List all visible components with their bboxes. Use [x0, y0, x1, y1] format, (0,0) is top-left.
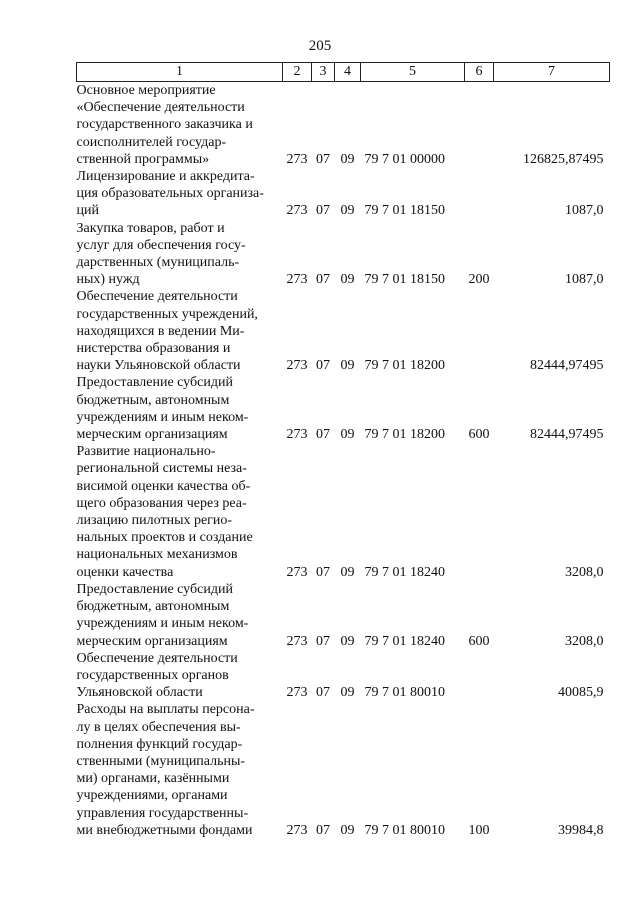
table-row [77, 168, 610, 220]
description-line: Расходы на выплаты персона- [76, 702, 255, 718]
description-line: Обеспечение деятельности [76, 289, 238, 305]
cell-c4: 09 [340, 151, 355, 167]
column-header: 1 [77, 63, 283, 82]
cell-c7: 3208,0 [565, 633, 604, 649]
cell-c5: 79 7 01 18150 [364, 203, 445, 219]
row-description [77, 82, 283, 169]
description-line: государственного заказчика и [76, 117, 253, 133]
column-header: 5 [361, 63, 465, 82]
cell-c2: 273 [286, 272, 308, 288]
cell-c6 [465, 168, 494, 220]
cell-c7: 1087,0 [565, 272, 604, 288]
description-line: ственными (муниципальны- [76, 753, 246, 769]
cell-c5: 79 7 01 80010 [364, 685, 445, 701]
description-line: полнения функций государ- [76, 736, 243, 752]
description-line: Закупка товаров, работ и [76, 220, 225, 236]
column-header-row [77, 63, 610, 82]
cell-c6: 600 [468, 427, 490, 443]
cell-c2: 273 [286, 151, 308, 167]
page-number: 205 [308, 38, 332, 54]
cell-c3: 07 [316, 822, 330, 838]
cell-c5: 79 7 01 18150 [364, 272, 445, 288]
cell-c3: 07 [316, 427, 330, 443]
description-line: Ульяновской области [76, 685, 203, 701]
table-row [77, 374, 610, 443]
description-line: ция образовательных организа- [76, 186, 264, 202]
column-header: 3 [312, 63, 335, 82]
description-line: «Обеспечение деятельности [76, 100, 245, 116]
table-row [77, 650, 610, 702]
description-line: оценки качества [76, 564, 174, 580]
column-header: 7 [494, 63, 610, 82]
cell-c6 [465, 288, 494, 374]
description-line: ми) органами, казёнными [76, 771, 230, 787]
description-line: государственных органов [76, 667, 229, 683]
cell-c3: 07 [316, 272, 330, 288]
cell-c4: 09 [340, 564, 355, 580]
description-line: нальных проектов и создание [76, 530, 253, 546]
row-description [77, 168, 283, 220]
cell-c5: 79 7 01 00000 [364, 151, 445, 167]
cell-c7: 1087,0 [565, 203, 604, 219]
description-line: Предоставление субсидий [76, 581, 233, 597]
column-header: 4 [335, 63, 361, 82]
cell-c6: 100 [468, 822, 490, 838]
table-row [77, 220, 610, 289]
description-line: бюджетным, автономным [76, 599, 230, 615]
cell-c7: 39984,8 [558, 822, 604, 838]
row-description [77, 443, 283, 581]
cell-c4: 09 [340, 822, 355, 838]
description-line: Основное мероприятие [76, 83, 216, 98]
cell-c5: 79 7 01 18200 [364, 358, 445, 374]
description-line: науки Ульяновской области [76, 358, 241, 374]
cell-c4: 09 [340, 633, 355, 649]
cell-c4: 09 [340, 272, 355, 288]
description-line: нистерства образования и [76, 341, 231, 357]
cell-c5: 79 7 01 18240 [364, 633, 445, 649]
description-line: соисполнителей государ- [76, 134, 227, 150]
cell-c2: 273 [286, 685, 308, 701]
description-line: ми внебюджетными фондами [76, 822, 253, 838]
cell-c4: 09 [340, 358, 355, 374]
description-line: бюджетным, автономным [76, 392, 230, 408]
description-line: ных) нужд [76, 272, 140, 288]
description-line: учреждениям и иным неком- [76, 616, 249, 632]
cell-c4: 09 [340, 203, 355, 219]
table-row [77, 288, 610, 374]
description-line: учреждениями, органами [76, 788, 228, 804]
description-line: государственных учреждений, [76, 306, 258, 322]
description-line: Лицензирование и аккредита- [76, 169, 255, 185]
cell-c2: 273 [286, 358, 308, 374]
row-description [77, 374, 283, 443]
cell-c5: 79 7 01 18200 [364, 427, 445, 443]
row-description [77, 650, 283, 702]
cell-c7: 82444,97495 [530, 427, 604, 443]
cell-c6: 600 [468, 633, 490, 649]
column-header: 2 [283, 63, 312, 82]
row-description [77, 220, 283, 289]
description-line: Развитие национально- [76, 444, 216, 460]
cell-c3: 07 [316, 203, 330, 219]
description-line: находящихся в ведении Ми- [76, 323, 245, 339]
cell-c7: 40085,9 [558, 685, 604, 701]
description-line: мерческим организациям [76, 633, 228, 649]
description-line: щего образования через реа- [76, 495, 247, 511]
cell-c2: 273 [286, 427, 308, 443]
description-line: дарственных (муниципаль- [76, 255, 240, 271]
cell-c7: 82444,97495 [530, 358, 604, 374]
description-line: мерческим организациям [76, 427, 228, 443]
cell-c3: 07 [316, 151, 330, 167]
table-row [77, 581, 610, 650]
cell-c6: 200 [468, 272, 490, 288]
description-line: региональной системы неза- [76, 461, 247, 477]
cell-c6 [465, 82, 494, 169]
description-line: Обеспечение деятельности [76, 650, 238, 666]
table-row [77, 701, 610, 839]
cell-c4: 09 [340, 685, 355, 701]
cell-c3: 07 [316, 633, 330, 649]
description-line: лизацию пилотных регио- [76, 513, 233, 529]
row-description [77, 701, 283, 839]
description-line: ственной программы» [76, 151, 210, 167]
row-description [77, 288, 283, 374]
row-description [77, 581, 283, 650]
cell-c5: 79 7 01 18240 [364, 564, 445, 580]
description-line: висимой оценки качества об- [76, 478, 251, 494]
description-line: учреждениям и иным неком- [76, 409, 249, 425]
cell-c3: 07 [316, 564, 330, 580]
cell-c2: 273 [286, 564, 308, 580]
cell-c3: 07 [316, 685, 330, 701]
description-line: управления государственны- [76, 805, 249, 821]
cell-c2: 273 [286, 203, 308, 219]
budget-table [76, 62, 610, 839]
table-row [77, 443, 610, 581]
description-line: Предоставление субсидий [76, 375, 233, 391]
cell-c6 [465, 443, 494, 581]
table-row [77, 82, 610, 169]
cell-c6 [465, 650, 494, 702]
cell-c3: 07 [316, 358, 330, 374]
cell-c2: 273 [286, 633, 308, 649]
cell-c5: 79 7 01 80010 [364, 822, 445, 838]
column-header: 6 [465, 63, 494, 82]
cell-c7: 3208,0 [565, 564, 604, 580]
cell-c4: 09 [340, 427, 355, 443]
description-line: национальных механизмов [76, 547, 238, 563]
cell-c2: 273 [286, 822, 308, 838]
cell-c7: 126825,87495 [523, 151, 604, 167]
description-line: услуг для обеспечения госу- [76, 237, 246, 253]
description-line: лу в целях обеспечения вы- [76, 719, 241, 735]
description-line: ций [76, 203, 99, 219]
